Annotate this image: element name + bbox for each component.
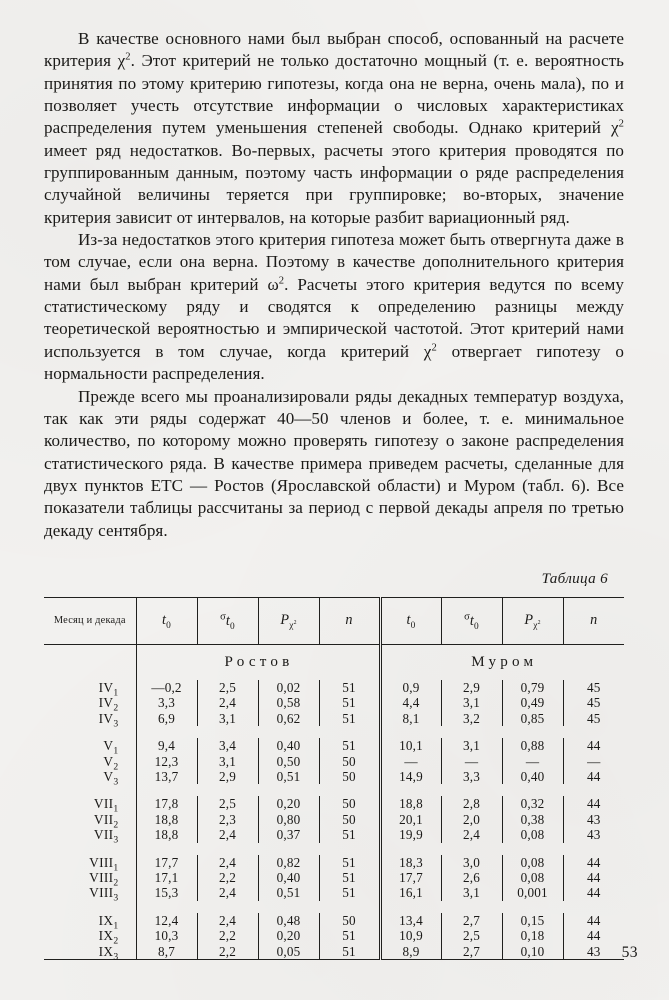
cell-rostov-c3: 51 (319, 738, 380, 753)
cell-murom-c2: 0,08 (502, 827, 563, 842)
row-group-spacer (44, 901, 624, 913)
table-row (44, 769, 624, 784)
cell-rostov-c3: 51 (319, 885, 380, 900)
column-header-rostov-t0: $t_0$ (136, 597, 197, 644)
cell-rostov-c0: 18,8 (136, 812, 197, 827)
row-label-month-decade: $VII_1$ (93, 796, 119, 816)
column-header-rostov-n: n (319, 597, 380, 644)
cell-rostov-c3: 50 (319, 812, 380, 827)
cell-rostov-c3: 51 (319, 928, 380, 943)
spacer-cell (136, 726, 380, 738)
row-label-month-decade: $IV_2$ (98, 695, 119, 714)
cell-murom-c1: 3,1 (441, 885, 502, 900)
cell-murom-c0: 18,3 (380, 855, 441, 870)
cell-murom-c2: 0,79 (502, 680, 563, 695)
cell-murom-c0: 19,9 (380, 827, 441, 842)
cell-rostov-c1: 3,4 (197, 738, 258, 753)
cell-rostov-c0: 12,4 (136, 913, 197, 928)
table-body (44, 644, 624, 680)
column-header-murom-sigma-t0: $^\sigma t_0$ (441, 597, 502, 644)
table-row (44, 754, 624, 769)
cell-murom-c0: 18,8 (380, 796, 441, 811)
station-name-murom: Муром (380, 644, 624, 680)
cell-murom-c3: 44 (563, 913, 624, 928)
cell-murom-c3: — (563, 754, 624, 769)
station-row-spacer (44, 644, 136, 680)
cell-rostov-c2: 0,82 (258, 855, 319, 870)
cell-rostov-c0: 17,7 (136, 855, 197, 870)
statistics-table (44, 597, 624, 963)
spacer-cell (380, 843, 624, 855)
row-label-month-decade: $IX_3$ (98, 943, 119, 963)
cell-murom-c3: 44 (563, 855, 624, 870)
cell-rostov-c2: 0,48 (258, 913, 319, 928)
cell-murom-c1: 2,6 (441, 870, 502, 885)
cell-rostov-c0: 6,9 (136, 711, 197, 726)
cell-murom-c2: 0,15 (502, 913, 563, 928)
cell-rostov-c2: 0,51 (258, 885, 319, 900)
table-row (44, 855, 624, 870)
cell-murom-c0: 20,1 (380, 812, 441, 827)
row-label-month-decade: $VIII_1$ (89, 854, 119, 874)
cell-rostov-c3: 51 (319, 870, 380, 885)
cell-rostov-c3: 51 (319, 711, 380, 726)
cell-murom-c1: 2,5 (441, 928, 502, 943)
row-label-month-decade: $VIII_3$ (89, 885, 119, 905)
cell-murom-c3: 45 (563, 695, 624, 710)
cell-murom-c0: 16,1 (380, 885, 441, 900)
cell-murom-c0: 10,9 (380, 928, 441, 943)
cell-murom-c1: 3,1 (441, 738, 502, 753)
row-group-spacer (44, 843, 624, 855)
row-label-month-decade: $V_1$ (103, 738, 119, 757)
cell-murom-c2: 0,10 (502, 944, 563, 960)
cell-rostov-c0: 17,8 (136, 796, 197, 811)
cell-murom-c1: 2,9 (441, 680, 502, 695)
body-paragraph-3: Прежде всего мы проанализировали ряды декадных температур воздуха, так как эти ряды содержат 40—50 членов и более, т. е. минимальное количество, по которому можно проверять гипотезу о законе распределения статистического ряда. В качестве примера приведем расчеты, сделанные для двух пунктов ЕТС — Ростов (Ярославской области) и Муром (табл. 6). Все показатели таблицы рассчитаны за период с первой декады апреля по третью декаду сентября. (44, 386, 624, 540)
cell-murom-c2: 0,08 (502, 855, 563, 870)
cell-rostov-c2: 0,37 (258, 827, 319, 842)
cell-rostov-c3: 50 (319, 769, 380, 784)
cell-murom-c2: 0,40 (502, 769, 563, 784)
cell-rostov-c1: 2,4 (197, 885, 258, 900)
row-label-month-decade: $V_3$ (103, 768, 119, 788)
table-row (44, 827, 624, 842)
cell-murom-c3: 43 (563, 827, 624, 842)
table-row (44, 711, 624, 726)
cell-murom-c3: 45 (563, 680, 624, 695)
row-group-spacer (44, 726, 624, 738)
cell-murom-c3: 44 (563, 885, 624, 900)
table-container (44, 597, 624, 963)
body-paragraph-1: В качестве основного нами был выбран способ, оспованный на расчете критерия $\chi^2$. Этот критерий не только достаточно мощный (т. е. вероятность принятия по этому критерию гипотезы, когда она не верна, очень мала), по и позволяет учесть отсутствие информации о числовых характеристиках распределения путем уменьшения степеней свободы. Однако критерий $\chi^2$ имеет ряд недостатков. Во-первых, расчеты этого критерия проводятся по группированным данным, поэтому часть информации о ряде распределения случайной величины теряется при группировке; во-вторых, значение критерия зависит от интервалов, на которые разбит вариационный ряд. (44, 29, 625, 227)
cell-rostov-c1: 2,4 (197, 695, 258, 710)
cell-rostov-c0: 8,7 (136, 944, 197, 960)
column-header-rostov-sigma-t0: $^\sigma t_0$ (197, 597, 258, 644)
cell-murom-c2: 0,85 (502, 711, 563, 726)
cell-rostov-c2: 0,05 (258, 944, 319, 960)
cell-rostov-c0: 9,4 (136, 738, 197, 753)
cell-murom-c1: 3,3 (441, 769, 502, 784)
table-row (44, 812, 624, 827)
row-group-spacer (44, 784, 624, 796)
row-label-month-decade: $VIII_2$ (89, 869, 119, 889)
cell-murom-c3: 43 (563, 944, 624, 960)
spacer-cell (380, 726, 624, 738)
table-row (44, 944, 624, 960)
row-label-month-decade: $IV_1$ (98, 679, 119, 699)
cell-murom-c1: 2,4 (441, 827, 502, 842)
cell-murom-c2: 0,18 (502, 928, 563, 943)
cell-murom-c0: 0,9 (380, 680, 441, 695)
table-row (44, 913, 624, 928)
table-row (44, 796, 624, 811)
cell-rostov-c0: 3,3 (136, 695, 197, 710)
cell-rostov-c0: 13,7 (136, 769, 197, 784)
row-label-month-decade: $VII_2$ (93, 811, 119, 831)
table-data-rows (44, 679, 624, 963)
cell-rostov-c1: 2,4 (197, 855, 258, 870)
table-header-row (44, 597, 624, 644)
cell-rostov-c3: 51 (319, 695, 380, 710)
cell-murom-c1: 3,2 (441, 711, 502, 726)
cell-rostov-c3: 50 (319, 913, 380, 928)
cell-murom-c2: 0,38 (502, 812, 563, 827)
row-label-month-decade: $VII_3$ (93, 827, 119, 846)
cell-murom-c3: 44 (563, 796, 624, 811)
cell-murom-c2: 0,08 (502, 870, 563, 885)
cell-rostov-c0: —0,2 (136, 680, 197, 695)
row-label-month-decade: $V_2$ (103, 753, 119, 773)
cell-murom-c3: 45 (563, 711, 624, 726)
cell-rostov-c3: 51 (319, 944, 380, 960)
cell-rostov-c3: 51 (319, 827, 380, 842)
cell-rostov-c0: 17,1 (136, 870, 197, 885)
cell-rostov-c2: 0,50 (258, 754, 319, 769)
cell-rostov-c0: 15,3 (136, 885, 197, 900)
cell-murom-c2: — (502, 754, 563, 769)
cell-rostov-c2: 0,20 (258, 796, 319, 811)
column-header-murom-p-chi2: $P_{\chi^2}$ (502, 597, 563, 644)
spacer-cell (136, 901, 380, 913)
cell-murom-c3: 44 (563, 769, 624, 784)
cell-rostov-c0: 18,8 (136, 827, 197, 842)
cell-murom-c3: 43 (563, 812, 624, 827)
table-caption: Таблица 6 (541, 569, 608, 587)
column-header-rostov-p-chi2: $P_{\chi^2}$ (258, 597, 319, 644)
spacer-cell (380, 784, 624, 796)
cell-rostov-c2: 0,62 (258, 711, 319, 726)
cell-murom-c1: 2,7 (441, 913, 502, 928)
table-row (44, 738, 624, 753)
cell-murom-c1: 2,7 (441, 944, 502, 960)
table-row (44, 680, 624, 695)
cell-murom-c2: 0,49 (502, 695, 563, 710)
row-label-month-decade: $IX_2$ (98, 928, 119, 947)
cell-rostov-c1: 3,1 (197, 711, 258, 726)
cell-rostov-c1: 2,2 (197, 870, 258, 885)
cell-rostov-c1: 2,2 (197, 928, 258, 943)
cell-murom-c2: 0,88 (502, 738, 563, 753)
cell-murom-c1: 3,1 (441, 695, 502, 710)
station-name-row (44, 644, 624, 680)
cell-murom-c2: 0,001 (502, 885, 563, 900)
cell-rostov-c2: 0,51 (258, 769, 319, 784)
column-header-month-decade: Месяц и декада (53, 614, 126, 626)
cell-murom-c0: 8,1 (380, 711, 441, 726)
cell-rostov-c2: 0,40 (258, 870, 319, 885)
row-label-month-decade: $IX_1$ (98, 912, 119, 932)
table-row (44, 885, 624, 900)
cell-murom-c1: 3,0 (441, 855, 502, 870)
cell-murom-c0: 10,1 (380, 738, 441, 753)
cell-rostov-c3: 51 (319, 855, 380, 870)
cell-rostov-c1: 2,9 (197, 769, 258, 784)
cell-rostov-c1: 2,5 (197, 680, 258, 695)
cell-rostov-c3: 51 (319, 680, 380, 695)
spacer-cell (44, 726, 136, 738)
cell-rostov-c2: 0,80 (258, 812, 319, 827)
column-header-murom-n: n (563, 597, 624, 644)
table-row (44, 870, 624, 885)
cell-rostov-c3: 50 (319, 796, 380, 811)
cell-rostov-c2: 0,02 (258, 680, 319, 695)
cell-murom-c1: — (441, 754, 502, 769)
table-row (44, 928, 624, 943)
spacer-cell (44, 784, 136, 796)
cell-rostov-c1: 2,4 (197, 913, 258, 928)
page-content (44, 28, 625, 963)
page-number: 53 (621, 944, 638, 961)
cell-murom-c3: 44 (563, 870, 624, 885)
cell-murom-c3: 44 (563, 928, 624, 943)
spacer-cell (380, 901, 624, 913)
cell-rostov-c1: 3,1 (197, 754, 258, 769)
cell-murom-c0: 13,4 (380, 913, 441, 928)
cell-murom-c0: — (380, 754, 441, 769)
table-head (44, 597, 624, 644)
cell-murom-c1: 2,8 (441, 796, 502, 811)
cell-murom-c3: 44 (563, 738, 624, 753)
spacer-cell (44, 843, 136, 855)
cell-rostov-c2: 0,58 (258, 695, 319, 710)
row-label-month-decade: $IV_3$ (98, 710, 119, 730)
cell-rostov-c1: 2,2 (197, 944, 258, 960)
spacer-cell (136, 843, 380, 855)
table-row (44, 695, 624, 710)
spacer-cell (44, 901, 136, 913)
station-name-rostov: Ростов (136, 644, 380, 680)
cell-rostov-c1: 2,5 (197, 796, 258, 811)
cell-rostov-c1: 2,3 (197, 812, 258, 827)
spacer-cell (136, 784, 380, 796)
column-header-murom-t0: $t_0$ (380, 597, 441, 644)
cell-murom-c1: 2,0 (441, 812, 502, 827)
cell-murom-c0: 4,4 (380, 695, 441, 710)
cell-murom-c0: 14,9 (380, 769, 441, 784)
cell-rostov-c0: 12,3 (136, 754, 197, 769)
cell-murom-c0: 8,9 (380, 944, 441, 960)
cell-murom-c2: 0,32 (502, 796, 563, 811)
cell-rostov-c2: 0,20 (258, 928, 319, 943)
cell-rostov-c2: 0,40 (258, 738, 319, 753)
cell-rostov-c0: 10,3 (136, 928, 197, 943)
cell-murom-c0: 17,7 (380, 870, 441, 885)
body-paragraph-2: Из-за недостатков этого критерия гипотеза может быть отвергнута даже в том случае, если она верна. Поэтому в качестве дополнительного критерия нами был выбран критерий $\omega^2$. Расчеты этого критерия ведутся по всему статистическому ряду и сводятся к определению разницы между теоретической вероятностью и эмпирической частотой. Этот критерий нами используется в том случае, когда критерий $\chi^2$ отвергает гипотезу о нормальности распределения. (44, 230, 624, 384)
cell-rostov-c1: 2,4 (197, 827, 258, 842)
cell-rostov-c3: 50 (319, 754, 380, 769)
